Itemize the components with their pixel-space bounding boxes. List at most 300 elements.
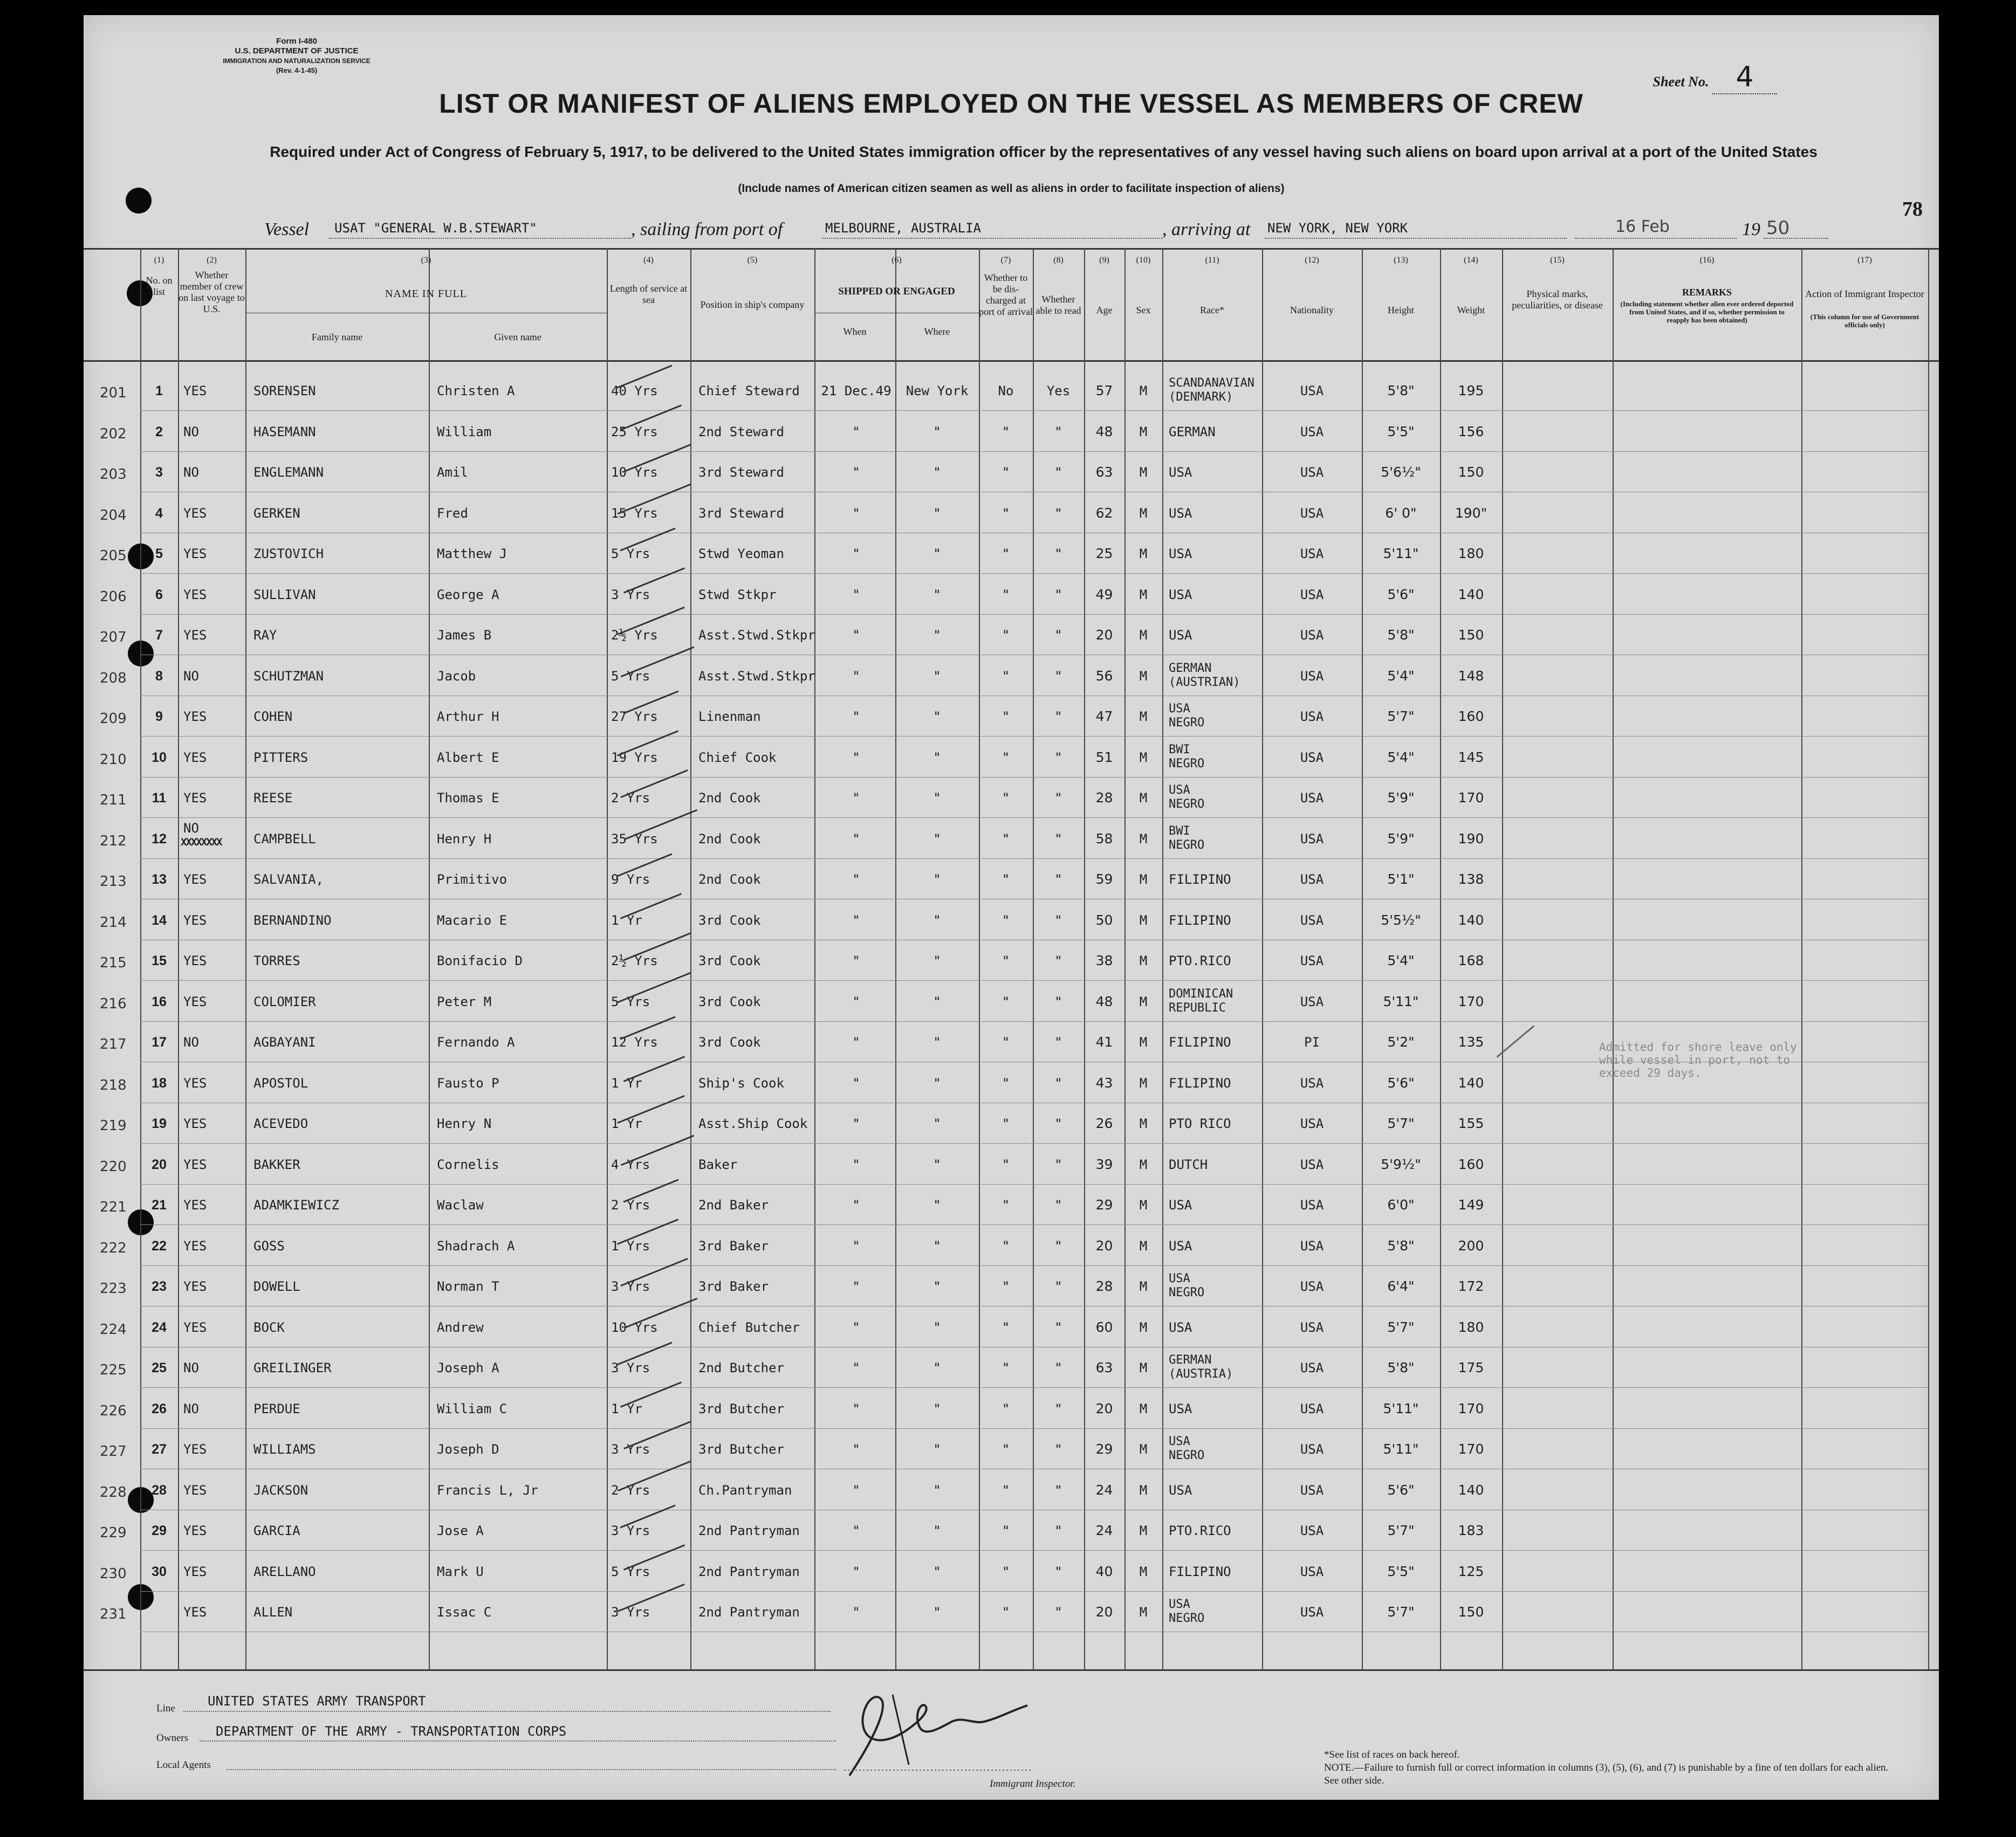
vessel-label: Vessel [264,219,310,239]
header-remarks: REMARKS [1682,287,1732,298]
row-no-on-list: 26 [152,1401,167,1416]
row-shipped-when: " [852,1238,860,1254]
header-number-c2: (2) [207,256,217,265]
row-height: 5'6" [1387,586,1415,602]
row-length-of-service: 25 Yrs [611,424,658,439]
row-height: 5'1" [1387,871,1415,887]
row-shipped-where: " [933,1035,941,1050]
row-able-to-read: " [1054,1035,1062,1050]
header-height: Height [1388,305,1414,315]
row-family-name: GOSS [253,1238,285,1254]
row-weight: 140 [1458,586,1484,602]
column-rule [1502,248,1503,1669]
row-margin-number: 210 [100,751,127,768]
row-age: 20 [1095,1237,1113,1254]
row-last-voyage: NO [183,1035,199,1050]
row-shipped-where: " [933,1238,941,1254]
row-family-name: DOWELL [253,1279,300,1294]
row-race: USA [1169,1272,1190,1285]
row-shipped-where: " [933,994,941,1009]
check-mark [624,1297,697,1328]
row-no-on-list: 3 [155,465,163,480]
row-nationality: USA [1300,1564,1324,1579]
row-able-to-read: " [1054,1401,1062,1416]
row-position: Ch.Pantryman [698,1482,792,1498]
row-sex: M [1139,994,1148,1009]
owners-value: DEPARTMENT OF THE ARMY - TRANSPORTATION CORPS [216,1724,567,1739]
row-age: 26 [1095,1116,1113,1131]
row-race: BWI [1169,824,1190,838]
row-age: 62 [1095,505,1113,521]
row-given-name: Bonifacio D [437,953,523,968]
row-position: 3rd Steward [698,465,784,480]
row-position: Chief Butcher [698,1319,800,1335]
row-sex: M [1139,790,1148,806]
row-given-name: Fausto P [437,1075,499,1091]
row-height: 5'8" [1387,1237,1415,1254]
row-length-of-service: 2 Yrs [611,1482,650,1498]
row-able-to-read: " [1054,587,1062,602]
row-shipped-where: " [933,1157,941,1172]
row-shipped-where: " [933,912,941,928]
row-no-on-list: 29 [152,1523,167,1538]
row-last-voyage: YES [183,1075,207,1091]
row-shipped-when: " [852,912,860,928]
check-mark [620,893,682,919]
row-margin-number: 229 [100,1525,127,1541]
row-margin-number: 209 [100,711,127,727]
row-height: 5'8" [1387,627,1415,643]
row-no-on-list: 14 [152,912,167,928]
row-age: 63 [1095,1360,1113,1375]
row-shipped-when: " [852,505,860,521]
row-family-name: PERDUE [253,1401,300,1416]
row-length-of-service: 1 Yr [611,912,642,928]
row-position: 3rd Cook [698,994,761,1009]
row-last-voyage: YES [183,1442,207,1457]
row-race: USA [1169,783,1190,797]
header-position: Position in ship's company [700,299,805,310]
row-shipped-where: " [933,790,941,806]
row-given-name: James B [437,628,492,643]
row-race: FILIPINO [1169,1564,1231,1579]
row-race: GERMAN [1169,424,1216,439]
row-shipped-when: " [852,668,860,684]
row-race-2: NEGRO [1169,797,1205,811]
row-discharged: " [1002,994,1010,1009]
row-position: 3rd Butcher [698,1442,784,1457]
row-position: 3rd Cook [698,1035,761,1050]
row-able-to-read: " [1054,1157,1062,1172]
row-no-on-list: 10 [152,749,167,765]
row-nationality: USA [1300,587,1324,602]
row-given-name: Primitivo [437,872,508,887]
row-nationality: USA [1300,1279,1324,1294]
row-race: FILIPINO [1169,1035,1231,1050]
column-rule [607,248,608,1669]
row-family-name: ACEVEDO [253,1116,308,1131]
underline [329,238,631,239]
row-family-name: TORRES [253,953,300,968]
check-mark [618,1460,691,1491]
row-discharged: " [1002,1523,1010,1538]
row-length-of-service: 3 Yrs [611,1279,650,1294]
row-race-2: (AUSTRIA) [1169,1367,1233,1381]
check-mark [621,1134,694,1165]
row-position: Linenman [698,709,761,724]
row-able-to-read: " [1054,790,1062,806]
inspector-signature [839,1678,1033,1786]
row-no-on-list: 25 [152,1360,167,1375]
row-family-name: CAMPBELL [253,831,316,847]
row-family-name: SORENSEN [253,383,316,398]
row-last-voyage: YES [183,505,207,521]
row-height: 6' 0" [1385,505,1417,521]
row-age: 29 [1095,1197,1113,1213]
row-last-voyage: YES [183,953,207,968]
row-shipped-when: " [852,790,860,806]
row-sex: M [1139,587,1148,602]
row-family-name: ARELLANO [253,1564,316,1579]
row-shipped-when: " [852,749,860,765]
header-nationality: Nationality [1290,305,1334,315]
form-identifier [146,37,448,75]
row-length-of-service: 1 Yr [611,1075,642,1091]
row-given-name: Arthur H [437,709,499,724]
row-discharged: " [1002,505,1010,521]
vessel-name: USAT "GENERAL W.B.STEWART" [334,221,537,236]
row-able-to-read: " [1054,1238,1062,1254]
row-nationality: USA [1300,383,1324,398]
row-weight: 200 [1458,1237,1484,1254]
header-number-c14: (14) [1464,256,1478,265]
row-age: 47 [1095,708,1113,724]
row-height: 5'4" [1387,953,1415,968]
check-mark [624,809,697,840]
row-rule [140,614,1928,615]
row-height: 5'5" [1387,423,1415,439]
row-shipped-where: " [933,628,941,643]
row-nationality: USA [1300,1442,1324,1457]
row-last-voyage: YES [183,872,207,887]
row-weight: 150 [1458,627,1484,643]
row-margin-number: 221 [100,1199,127,1215]
row-shipped-where: " [933,953,941,968]
underline [1575,238,1737,239]
check-mark [620,769,688,798]
row-able-to-read: " [1054,1605,1062,1620]
row-length-of-service: 2 Yrs [611,1198,650,1213]
row-family-name: AGBAYANI [253,1035,316,1050]
header-family-name: Family name [311,332,363,342]
row-given-name: Shadrach A [437,1238,515,1254]
row-discharged: " [1002,587,1010,602]
row-family-name: COLOMIER [253,994,316,1009]
row-race: FILIPINO [1169,912,1231,928]
row-sex: M [1139,465,1148,480]
row-family-name: ZUSTOVICH [253,546,324,561]
row-margin-number: 227 [100,1443,127,1460]
row-shipped-when: " [852,628,860,643]
row-rule [140,1591,1928,1592]
row-sex: M [1139,546,1148,561]
row-length-of-service: 2 Yrs [611,790,650,806]
row-race: USA [1169,1435,1190,1448]
row-last-voyage: NO [183,465,199,480]
header-number-c7: (7) [1000,256,1011,265]
header-number-c5: (5) [747,256,758,265]
row-nationality: USA [1300,709,1324,724]
row-last-voyage-strike: XXXXXXXX [181,836,222,848]
row-position: Chief Steward [698,383,800,398]
column-rule [814,248,815,1669]
footnote-races: *See list of races on back hereof. [1324,1749,1460,1760]
row-able-to-read: " [1054,1279,1062,1294]
row-sex: M [1139,1238,1148,1254]
row-race: USA [1169,628,1192,643]
row-shipped-where: " [933,1401,941,1416]
row-sex: M [1139,1116,1148,1131]
header-length-of-service: Length of service at sea [609,283,688,305]
row-sex: M [1139,1075,1148,1091]
row-length-of-service: 5 Yrs [611,994,650,1009]
row-able-to-read: " [1054,953,1062,968]
row-given-name: Andrew [437,1319,484,1335]
row-able-to-read: " [1054,994,1062,1009]
footnote-penalty: NOTE.—Failure to furnish full or correct information in columns (3), (5), (6), and (7) is punishable by a fine of ten dollars for each alien. See other side. [1324,1762,1889,1786]
row-shipped-where: " [933,1319,941,1335]
row-length-of-service: 10 Yrs [611,465,658,480]
row-age: 60 [1095,1319,1113,1335]
row-rule [140,1143,1928,1144]
row-sex: M [1139,749,1148,765]
row-age: 39 [1095,1156,1113,1172]
row-no-on-list: 8 [155,668,163,684]
row-able-to-read: " [1054,872,1062,887]
row-shipped-when: " [852,709,860,724]
row-no-on-list: 12 [152,831,167,847]
row-discharged: " [1002,1035,1010,1050]
row-weight: 148 [1458,668,1484,684]
row-family-name: ENGLEMANN [253,465,324,480]
row-age: 24 [1095,1523,1113,1538]
row-last-voyage: YES [183,1116,207,1131]
row-nationality: USA [1300,1523,1324,1538]
row-height: 5'8" [1387,1360,1415,1375]
row-race: GERMAN [1169,661,1212,675]
row-able-to-read: " [1054,424,1062,439]
row-given-name: Joseph D [437,1442,499,1457]
row-shipped-when: " [852,1319,860,1335]
row-height: 5'6" [1387,1482,1415,1498]
row-given-name: Henry N [437,1116,492,1131]
row-height: 5'9½" [1381,1156,1421,1172]
row-age: 50 [1095,912,1113,928]
row-last-voyage: YES [183,546,207,561]
row-shipped-when: " [852,1279,860,1294]
row-sex: M [1139,668,1148,684]
row-position: Stwd Yeoman [698,546,784,561]
row-weight: 183 [1458,1523,1484,1538]
row-given-name: Fred [437,505,468,521]
row-last-voyage: YES [183,1523,207,1538]
date-handwritten: 16 Feb [1615,217,1670,236]
row-sex: M [1139,709,1148,724]
row-given-name: Fernando A [437,1035,515,1050]
row-sex: M [1139,628,1148,643]
year-handwritten: 50 [1766,217,1790,239]
row-rule [140,817,1928,818]
row-weight: 170 [1458,1441,1484,1457]
row-race: USA [1169,702,1190,715]
check-mark [620,1258,688,1286]
row-able-to-read: " [1054,1075,1062,1091]
row-weight: 156 [1458,423,1484,439]
row-position: 2nd Cook [698,790,761,806]
row-length-of-service: 2½ Yrs [611,628,658,643]
row-shipped-where: " [933,424,941,439]
row-height: 5'5" [1387,1563,1415,1579]
header-action-sub: (This column for use of Government officials only) [1810,313,1919,329]
row-nationality: USA [1300,1238,1324,1254]
row-no-on-list: 23 [152,1279,167,1294]
row-position: 3rd Baker [698,1238,769,1254]
row-last-voyage: YES [183,1605,207,1620]
row-rule [140,736,1928,737]
row-able-to-read: " [1054,912,1062,928]
row-length-of-service: 3 Yrs [611,1442,650,1457]
row-race-2: NEGRO [1169,756,1205,770]
row-height: 5'4" [1387,668,1415,684]
row-race: USA [1169,1319,1192,1335]
row-sex: M [1139,1157,1148,1172]
row-sex: M [1139,912,1148,928]
row-able-to-read: " [1054,1319,1062,1335]
row-margin-number: 205 [100,548,127,564]
row-race-2: NEGRO [1169,716,1205,730]
row-discharged: No [998,383,1014,398]
header-bottom-border [84,360,1939,362]
row-height: 5'11" [1383,993,1419,1009]
row-sex: M [1139,1360,1148,1375]
underline [200,1740,836,1742]
row-age: 28 [1095,1278,1113,1294]
row-race: USA [1169,1598,1190,1611]
row-length-of-service: 15 Yrs [611,505,658,521]
row-margin-number: 224 [100,1321,127,1338]
row-shipped-when: " [852,424,860,439]
row-weight: 190 [1458,830,1484,847]
row-height: 5'9" [1387,830,1415,847]
row-no-on-list: 18 [152,1075,167,1091]
row-discharged: " [1002,1238,1010,1254]
row-given-name: Albert E [437,749,499,765]
row-discharged: " [1002,1401,1010,1416]
header-number-c8: (8) [1053,256,1064,265]
check-mark [623,1544,685,1570]
row-shipped-where: " [933,546,941,561]
header-number-c6: (6) [892,256,902,265]
row-height: 5'11" [1383,546,1419,561]
row-family-name: BOCK [253,1319,285,1335]
row-position: 3rd Baker [698,1279,769,1294]
row-age: 48 [1095,993,1113,1009]
column-rule [429,248,430,1669]
header-given-name: Given name [494,332,541,342]
underline [183,1711,831,1712]
row-margin-number: 202 [100,425,127,442]
header-number-c15: (15) [1550,256,1565,265]
column-rule [1613,248,1614,1669]
row-shipped-when: " [852,1360,860,1375]
row-length-of-service: 2½ Yrs [611,953,658,968]
row-weight: 175 [1458,1360,1484,1375]
row-last-voyage: NO [183,424,199,439]
row-weight: 160 [1458,1156,1484,1172]
row-height: 5'7" [1387,1604,1415,1620]
row-shipped-where: " [933,1075,941,1091]
check-mark [617,1584,684,1612]
row-position: 2nd Cook [698,831,761,847]
row-margin-number: 212 [100,833,127,849]
row-race-2: NEGRO [1169,838,1205,852]
row-given-name: William C [437,1401,508,1416]
footnotes [1324,1749,1890,1787]
row-able-to-read: " [1054,831,1062,847]
row-given-name: George A [437,587,499,602]
row-shipped-where: " [933,465,941,480]
row-length-of-service: 5 Yrs [611,1564,650,1579]
row-length-of-service: 9 Yrs [611,872,650,887]
row-weight: 168 [1458,953,1484,968]
row-family-name: BAKKER [253,1157,300,1172]
header-sex: Sex [1136,305,1151,315]
row-weight: 135 [1458,1034,1484,1050]
row-able-to-read: " [1054,505,1062,521]
row-margin-number: 219 [100,1118,127,1134]
row-discharged: " [1002,912,1010,928]
page-title: LIST OR MANIFEST OF ALIENS EMPLOYED ON THE VESSEL AS MEMBERS OF CREW [439,88,1583,119]
year-prefix: 19 [1742,219,1760,239]
row-margin-number: 225 [100,1362,127,1378]
row-margin-number: 214 [100,914,127,931]
row-weight: 155 [1458,1116,1484,1131]
row-margin-number: 228 [100,1484,127,1501]
row-age: 48 [1095,423,1113,439]
row-height: 5'11" [1383,1441,1419,1457]
row-age: 51 [1095,749,1113,765]
row-age: 56 [1095,668,1113,684]
row-race: USA [1169,465,1192,480]
row-no-on-list: 13 [152,872,167,887]
row-family-name: BERNANDINO [253,912,332,928]
line-value: UNITED STATES ARMY TRANSPORT [208,1694,426,1709]
row-given-name: Christen A [437,383,515,398]
row-rule [140,1184,1928,1185]
row-given-name: Jose A [437,1523,484,1538]
row-given-name: Jacob [437,668,476,684]
row-weight: 140 [1458,1075,1484,1091]
header-action-inspector: Action of Immigrant Inspector [1805,288,1924,299]
row-no-on-list: 27 [152,1442,167,1457]
row-weight: 180 [1458,546,1484,561]
row-weight: 125 [1458,1563,1484,1579]
row-no-on-list: 7 [155,628,163,643]
row-shipped-when: " [852,465,860,480]
row-height: 6'0" [1387,1197,1415,1213]
table-bottom-border [84,1669,1939,1671]
row-margin-number: 218 [100,1077,127,1093]
